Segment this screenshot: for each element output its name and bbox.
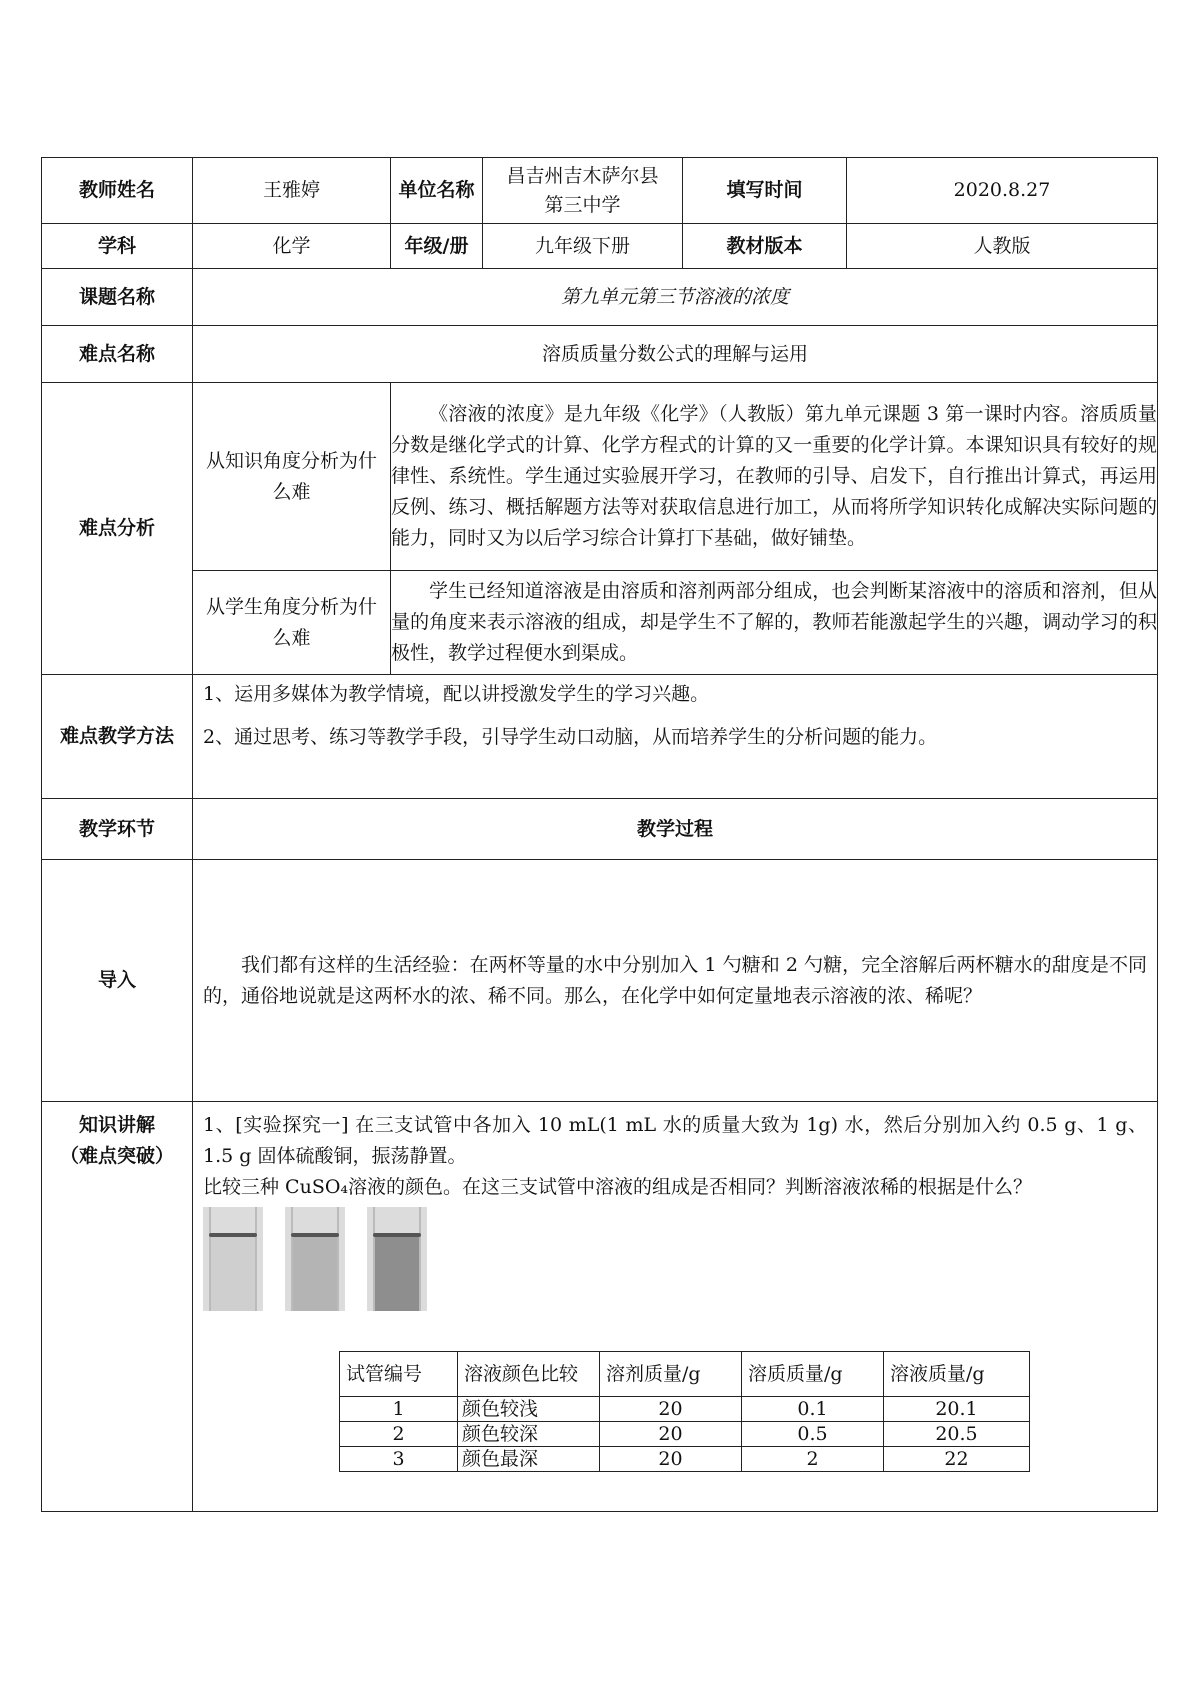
knowledge-row — [42, 1102, 1158, 1512]
knowledge-content — [193, 1102, 1158, 1512]
analysis-label: 难点分析 — [42, 383, 193, 675]
topic-label: 课题名称 — [42, 269, 193, 326]
teacher-label: 教师姓名 — [42, 158, 193, 224]
grade-label: 年级/册 — [391, 224, 483, 269]
method-item-1: 1、运用多媒体为教学情境，配以讲授激发学生的学习兴趣。 — [203, 683, 710, 705]
unit-value-line1: 昌吉州吉木萨尔县 — [506, 164, 659, 187]
process-header-row — [42, 799, 1158, 860]
unit-value — [483, 158, 683, 224]
table-cell: 0.1 — [742, 1397, 884, 1422]
analysis-row-student — [42, 571, 1158, 675]
header-row-1 — [42, 158, 1158, 224]
difficulty-value: 溶质质量分数公式的理解与运用 — [193, 326, 1158, 383]
topic-value: 第九单元第三节溶液的浓度 — [193, 269, 1158, 326]
date-label: 填写时间 — [683, 158, 847, 224]
grade-value: 九年级下册 — [483, 224, 683, 269]
knowledge-angle-label: 从知识角度分析为什么难 — [193, 383, 391, 571]
knowledge-label-line2: （难点突破） — [59, 1145, 174, 1167]
header-color: 溶液颜色比较 — [458, 1352, 600, 1397]
table-cell: 2 — [742, 1447, 884, 1472]
table-cell: 1 — [340, 1397, 458, 1422]
header-solution-mass: 溶液质量/g — [884, 1352, 1030, 1397]
data-table-header — [340, 1352, 1030, 1397]
table-cell: 0.5 — [742, 1422, 884, 1447]
table-row — [340, 1397, 1030, 1422]
knowledge-label-line1: 知识讲解 — [78, 1114, 155, 1136]
table-cell: 20 — [600, 1422, 742, 1447]
methods-row — [42, 675, 1158, 799]
header-solute-mass: 溶质质量/g — [742, 1352, 884, 1397]
table-cell: 颜色较深 — [458, 1422, 600, 1447]
methods-content — [193, 675, 1158, 799]
date-value: 2020.8.27 — [847, 158, 1158, 224]
intro-text: 我们都有这样的生活经验：在两杯等量的水中分别加入 1 勺糖和 2 勺糖，完全溶解后两杯糖水的甜度是不同的，通俗地说就是这两杯水的浓、稀不同。那么，在化学中如何定量地表示溶液的浓、稀呢？ — [203, 953, 1147, 1007]
test-tube-2-image — [285, 1207, 345, 1311]
table-cell: 3 — [340, 1447, 458, 1472]
knowledge-label — [42, 1102, 193, 1512]
table-cell: 颜色较浅 — [458, 1397, 600, 1422]
experiment-data-table — [339, 1351, 1030, 1472]
table-cell: 20 — [600, 1397, 742, 1422]
header-solvent-mass: 溶剂质量/g — [600, 1352, 742, 1397]
difficulty-row — [42, 326, 1158, 383]
topic-row — [42, 269, 1158, 326]
student-angle-label: 从学生角度分析为什么难 — [193, 571, 391, 675]
lesson-plan-sheet — [41, 157, 1157, 1512]
lesson-plan-table — [41, 157, 1158, 1512]
edition-value: 人教版 — [847, 224, 1158, 269]
experiment-text: 1、[实验探究一] 在三支试管中各加入 10 mL(1 mL 水的质量大致为 1g) 水，然后分别加入约 0.5 g、1 g、1.5 g 固体硫酸铜，振荡静置。 — [203, 1114, 1147, 1167]
unit-label: 单位名称 — [391, 158, 483, 224]
edition-label: 教材版本 — [683, 224, 847, 269]
knowledge-angle-text: 《溶液的浓度》是九年级《化学》（人教版）第九单元课题 3 第一课时内容。溶质质量分数是继化学式的计算、化学方程式的计算的又一重要的化学计算。本课知识具有较好的规律性、系统性。学生通过实验展开学习，在教师的引导、启发下，自行推出计算式，再运用反例、练习、概括解题方法等对获取信息进行加工，从而将所学知识转化成解决实际问题的能力，同时又为以后学习综合计算打下基础，做好铺垫。 — [391, 383, 1158, 571]
table-cell: 2 — [340, 1422, 458, 1447]
process-label: 教学过程 — [193, 799, 1158, 860]
table-cell: 20 — [600, 1447, 742, 1472]
stage-label: 教学环节 — [42, 799, 193, 860]
test-tube-photos — [203, 1207, 1147, 1311]
header-row-2 — [42, 224, 1158, 269]
intro-label: 导入 — [42, 860, 193, 1102]
unit-value-line2: 第三中学 — [544, 193, 621, 216]
subject-value: 化学 — [193, 224, 391, 269]
difficulty-label: 难点名称 — [42, 326, 193, 383]
table-cell: 22 — [884, 1447, 1030, 1472]
table-row — [340, 1422, 1030, 1447]
test-tube-1-image — [203, 1207, 263, 1311]
analysis-row-knowledge — [42, 383, 1158, 571]
teacher-value: 王雅婷 — [193, 158, 391, 224]
method-item-2: 2、通过思考、练习等教学手段，引导学生动口动脑，从而培养学生的分析问题的能力。 — [203, 726, 938, 748]
table-cell: 20.5 — [884, 1422, 1030, 1447]
subject-label: 学科 — [42, 224, 193, 269]
question-text: 比较三种 CuSO₄溶液的颜色。在这三支试管中溶液的组成是否相同？判断溶液浓稀的根据是什么？ — [203, 1176, 1033, 1198]
intro-content — [193, 860, 1158, 1102]
table-cell: 颜色最深 — [458, 1447, 600, 1472]
student-angle-text: 学生已经知道溶液是由溶质和溶剂两部分组成，也会判断某溶液中的溶质和溶剂，但从量的角度来表示溶液的组成，却是学生不了解的，教师若能激起学生的兴趣，调动学习的积极性，教学过程便水到渠成。 — [391, 571, 1158, 675]
intro-row — [42, 860, 1158, 1102]
methods-label: 难点教学方法 — [42, 675, 193, 799]
test-tube-3-image — [367, 1207, 427, 1311]
table-cell: 20.1 — [884, 1397, 1030, 1422]
table-row — [340, 1447, 1030, 1472]
header-tube-no: 试管编号 — [340, 1352, 458, 1397]
